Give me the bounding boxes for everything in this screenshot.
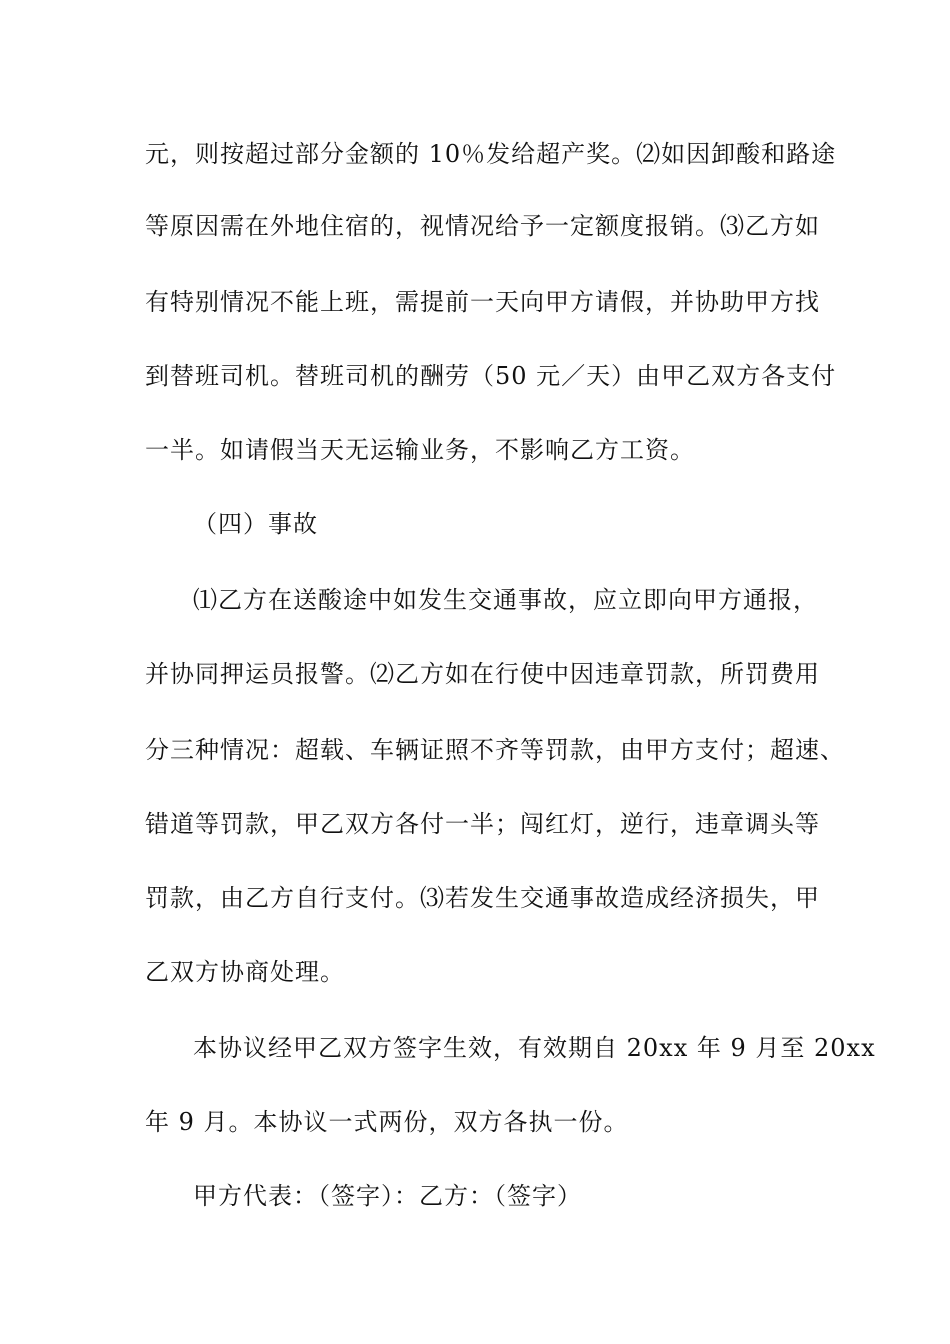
text-line-9: 分三种情况：超载、车辆证照不齐等罚款，由甲方支付；超速、 — [145, 736, 845, 764]
text-line-1: 元，则按超过部分金额的 10％发给超产奖。⑵如因卸酸和路途 — [145, 140, 837, 168]
text-line-4: 到替班司机。替班司机的酬劳（50 元／天）由甲乙双方各支付 — [145, 362, 837, 390]
text-line-13: 本协议经甲乙双方签字生效，有效期自 20xx 年 9 月至 20xx — [193, 1034, 876, 1062]
text-line-14: 年 9 月。本协议一式两份，双方各执一份。 — [145, 1108, 629, 1136]
text-line-3: 有特别情况不能上班，需提前一天向甲方请假，并协助甲方找 — [145, 288, 820, 316]
text-line-7: ⑴乙方在送酸途中如发生交通事故，应立即向甲方通报， — [193, 586, 818, 614]
signature-line: 甲方代表：（签字）：乙方：（签字） — [193, 1182, 582, 1210]
text-line-10: 错道等罚款，甲乙双方各付一半；闯红灯，逆行，违章调头等 — [145, 810, 820, 838]
text-line-2: 等原因需在外地住宿的，视情况给予一定额度报销。⑶乙方如 — [145, 212, 820, 240]
text-line-5: 一半。如请假当天无运输业务，不影响乙方工资。 — [145, 436, 695, 464]
section-heading-accident: （四）事故 — [193, 510, 318, 538]
text-line-11: 罚款，由乙方自行支付。⑶若发生交通事故造成经济损失，甲 — [145, 884, 820, 912]
text-line-8: 并协同押运员报警。⑵乙方如在行使中因违章罚款，所罚费用 — [145, 660, 820, 688]
text-line-12: 乙双方协商处理。 — [145, 958, 345, 986]
